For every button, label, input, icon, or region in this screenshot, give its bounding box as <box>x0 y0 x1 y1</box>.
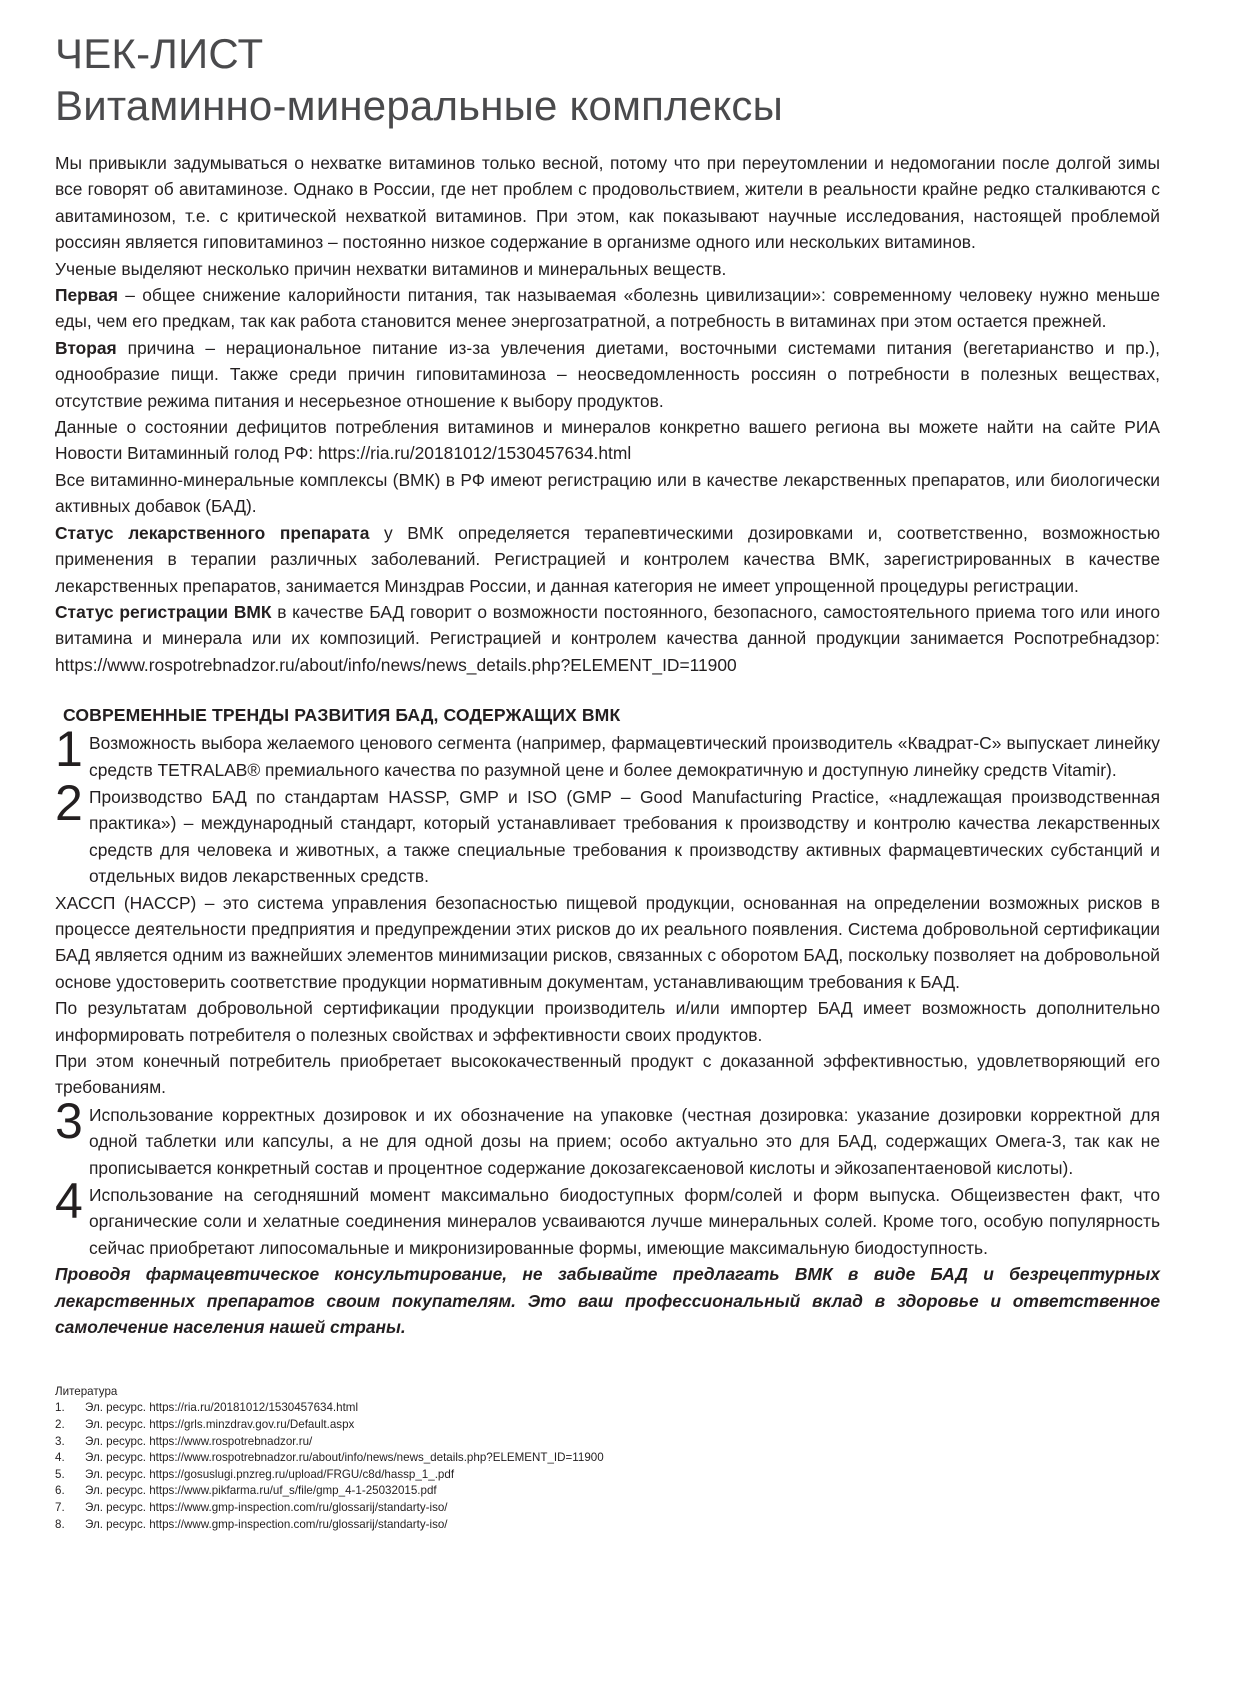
reference-item <box>55 1500 1160 1517</box>
reference-text: Эл. ресурс. https://grls.minzdrav.gov.ru/Default.aspx <box>85 1418 355 1432</box>
reference-item <box>55 1417 1160 1434</box>
reference-item <box>55 1483 1160 1500</box>
first-cause-text: – общее снижение калорийности питания, так называемая «болезнь цивилизации»: современному человеку нужно меньше еды, чем его предкам, так как работа становится менее энергозатратной, а потребность в витаминах при этом остается прежней. <box>55 285 1160 332</box>
drug-status-text: у ВМК определяется терапевтическими дозировками и, соответственно, возможностью применения в терапии различных заболеваний. Регистрацией и контролем качества ВМК, зарегистрированных в качестве лекарственных препаратов, занимается Минздрав России, и данная категория не имеет упрощенной процедуры регистрации. <box>55 522 1160 596</box>
trend-item-2 <box>55 774 1160 890</box>
page-title-line2: Витаминно-минеральные комплексы <box>55 82 783 129</box>
section-heading: СОВРЕМЕННЫЕ ТРЕНДЫ РАЗВИТИЯ БАД, СОДЕРЖАЩИХ ВМК <box>63 705 621 726</box>
reference-number: 6. <box>55 1484 65 1498</box>
article-body <box>55 150 1160 1340</box>
paragraph-certification-benefit: По результатам добровольной сертификации продукции производитель и/или импортер БАД имеет возможность дополнительно информировать потребителя о полезных свойствах и эффективности своих продуктов. <box>55 998 1160 1045</box>
reference-text: Эл. ресурс. https://www.gmp-inspection.com/ru/glossarij/standarty-iso/ <box>85 1501 448 1515</box>
reference-number: 1. <box>55 1401 65 1415</box>
reference-item <box>55 1450 1160 1467</box>
reference-text: Эл. ресурс. https://www.pikfarma.ru/uf_s/file/gmp_4-1-25032015.pdf <box>85 1484 437 1498</box>
registration-status-text: в качестве БАД говорит о возможности постоянного, безопасного, самостоятельного приема того или иного витамина и минерала или их композиций. Регистрацией и контролем качества данной продукции занимается Роспотребнадзор: https://www.rospotrebnadzor.ru/about/info/news/news_details.php?ELEMENT_ID=11900 <box>55 601 1160 675</box>
registration-status-label: Статус регистрации ВМК <box>55 601 272 622</box>
reference-item <box>55 1434 1160 1451</box>
reference-number: 7. <box>55 1501 65 1515</box>
reference-number: 3. <box>55 1434 65 1448</box>
reference-item <box>55 1400 1160 1417</box>
trend-text-4: Использование на сегодняшний момент максимально биодоступных форм/солей и форм выпуска. Общеизвестен факт, что органические соли и хелатные соединения минералов усваиваются лучше минеральных солей. Кроме того, особую популярность сейчас приобретают липосомальные и микронизированные формы, имеющие максимальную биодоступность. <box>89 1185 1160 1258</box>
paragraph-haccp: ХАССП (HACCP) – это система управления безопасностью пищевой продукции, основанная на определении возможных рисков в процессе деятельности предприятия и предупреждении этих рисков до их реального появления. Система добровольной сертификации БАД является одним из важнейших элементов минимизации рисков, связанных с оборотом БАД, поскольку позволяет на добровольной основе удостоверить соответствие продукции нормативным документам, устанавливающим требования к БАД. <box>55 892 1160 992</box>
paragraph-consumer-benefit: При этом конечный потребитель приобретает высококачественный продукт с доказанной эффективностью, удовлетворяющий его требованиям. <box>55 1051 1160 1098</box>
trend-item-1 <box>55 721 1160 783</box>
paragraph-first-cause <box>55 282 1160 335</box>
reference-text: Эл. ресурс. https://www.rospotrebnadzor.ru/ <box>85 1434 313 1448</box>
trend-number-2: 2 <box>55 774 83 831</box>
reference-number: 8. <box>55 1517 65 1531</box>
paragraph-registration-status <box>55 599 1160 678</box>
trend-item-4 <box>55 1173 1160 1261</box>
conclusion-paragraph: Проводя фармацевтическое консультирование, не забывайте предлагать ВМК в виде БАД и безрецептурных лекарственных препаратов своим покупателям. Это ваш профессиональный вклад в здоровье и ответственное самолечение населения нашей страны. <box>55 1264 1160 1338</box>
reference-text: Эл. ресурс. https://gosuslugi.pnzreg.ru/upload/FRGU/c8d/hassp_1_.pdf <box>85 1467 455 1481</box>
reference-number: 5. <box>55 1467 65 1481</box>
reference-item <box>55 1517 1160 1534</box>
trend-text-3: Использование корректных дозировок и их обозначение на упаковке (честная дозировка: указание дозировки корректной для одной таблетки или капсулы, а не для одной дозы на прием; особо актуально это для БАД, содержащих Омега-3, так как не прописывается конкретный состав и процентное содержание докозагексаеновой кислоты и эйкозапентаеновой кислоты). <box>89 1104 1160 1178</box>
drug-status-label: Статус лекарственного препарата <box>55 522 370 543</box>
paragraph-drug-status <box>55 520 1160 599</box>
reference-number: 2. <box>55 1418 65 1432</box>
references-title: Литература <box>55 1385 118 1399</box>
reference-text: Эл. ресурс. https://ria.ru/20181012/1530457634.html <box>85 1401 359 1415</box>
reference-item <box>55 1467 1160 1484</box>
reference-text: Эл. ресурс. https://www.gmp-inspection.com/ru/glossarij/standarty-iso/ <box>85 1517 448 1531</box>
paragraph-intro: Мы привыкли задумываться о нехватке витаминов только весной, потому что при переутомлении и недомогании после долгой зимы все говорят об авитаминозе. Однако в России, где нет проблем с продовольствием, жители в реальности крайне редко сталкиваются с авитаминозом, т.е. с критической нехваткой витаминов. При этом, как показывают научные исследования, настоящей проблемой россиян является гиповитаминоз – постоянно низкое содержание в организме одного или нескольких витаминов. <box>55 153 1160 253</box>
page-title-line1: ЧЕК-ЛИСТ <box>55 30 264 77</box>
second-cause-text: причина – нерациональное питание из-за увлечения диетами, восточными системами питания (вегетарианство и пр.), однообразие пищи. Также среди причин гиповитаминоза – неосведомленность россиян о потребности в полезных веществах, отсутствие режима питания и несерьезное отношение к выбору продуктов. <box>55 337 1160 411</box>
page-title <box>55 28 1160 132</box>
reference-text: Эл. ресурс. https://www.rospotrebnadzor.ru/about/info/news/news_details.php?ELEMENT_ID=11900 <box>85 1451 604 1465</box>
paragraph-second-cause <box>55 335 1160 414</box>
references-list <box>55 1400 1160 1533</box>
paragraph-vmk-registration: Все витаминно-минеральные комплексы (ВМК) в РФ имеют регистрацию или в качестве лекарственных препаратов, или биологически активных добавок (БАД). <box>55 469 1160 517</box>
trend-number-4: 4 <box>55 1173 83 1230</box>
trend-item-3 <box>55 1092 1160 1181</box>
first-cause-label: Первая <box>55 285 119 306</box>
trend-number-1: 1 <box>55 721 83 778</box>
second-cause-label: Вторая <box>55 337 117 358</box>
trend-text-1: Возможность выбора желаемого ценового сегмента (например, фармацевтический производитель «Квадрат-С» выпускает линейку средств TETRALAB® премиального качества по разумной цене и более демократичную и доступную линейку средств Vitamir). <box>89 733 1160 780</box>
paragraph-causes-intro: Ученые выделяют несколько причин нехватки витаминов и минеральных веществ. <box>55 258 727 279</box>
references-section <box>55 1384 1160 1533</box>
trend-text-2: Производство БАД по стандартам HASSP, GMP и ISO (GMP – Good Manufacturing Practice, «надлежащая производственная практика») – международный стандарт, который устанавливает требования к производству и контролю качества лекарственных средств для человека и животных, а также специальные требования к производству активных фармацевтических субстанций и отдельных видов лекарственных средств. <box>89 786 1160 887</box>
trend-number-3: 3 <box>55 1092 83 1149</box>
reference-number: 4. <box>55 1451 65 1465</box>
paragraph-regional-data: Данные о состоянии дефицитов потребления витаминов и минералов конкретно вашего региона вы можете найти на сайте РИА Новости Витаминный голод РФ: https://ria.ru/20181012/1530457634.html <box>55 417 1160 464</box>
